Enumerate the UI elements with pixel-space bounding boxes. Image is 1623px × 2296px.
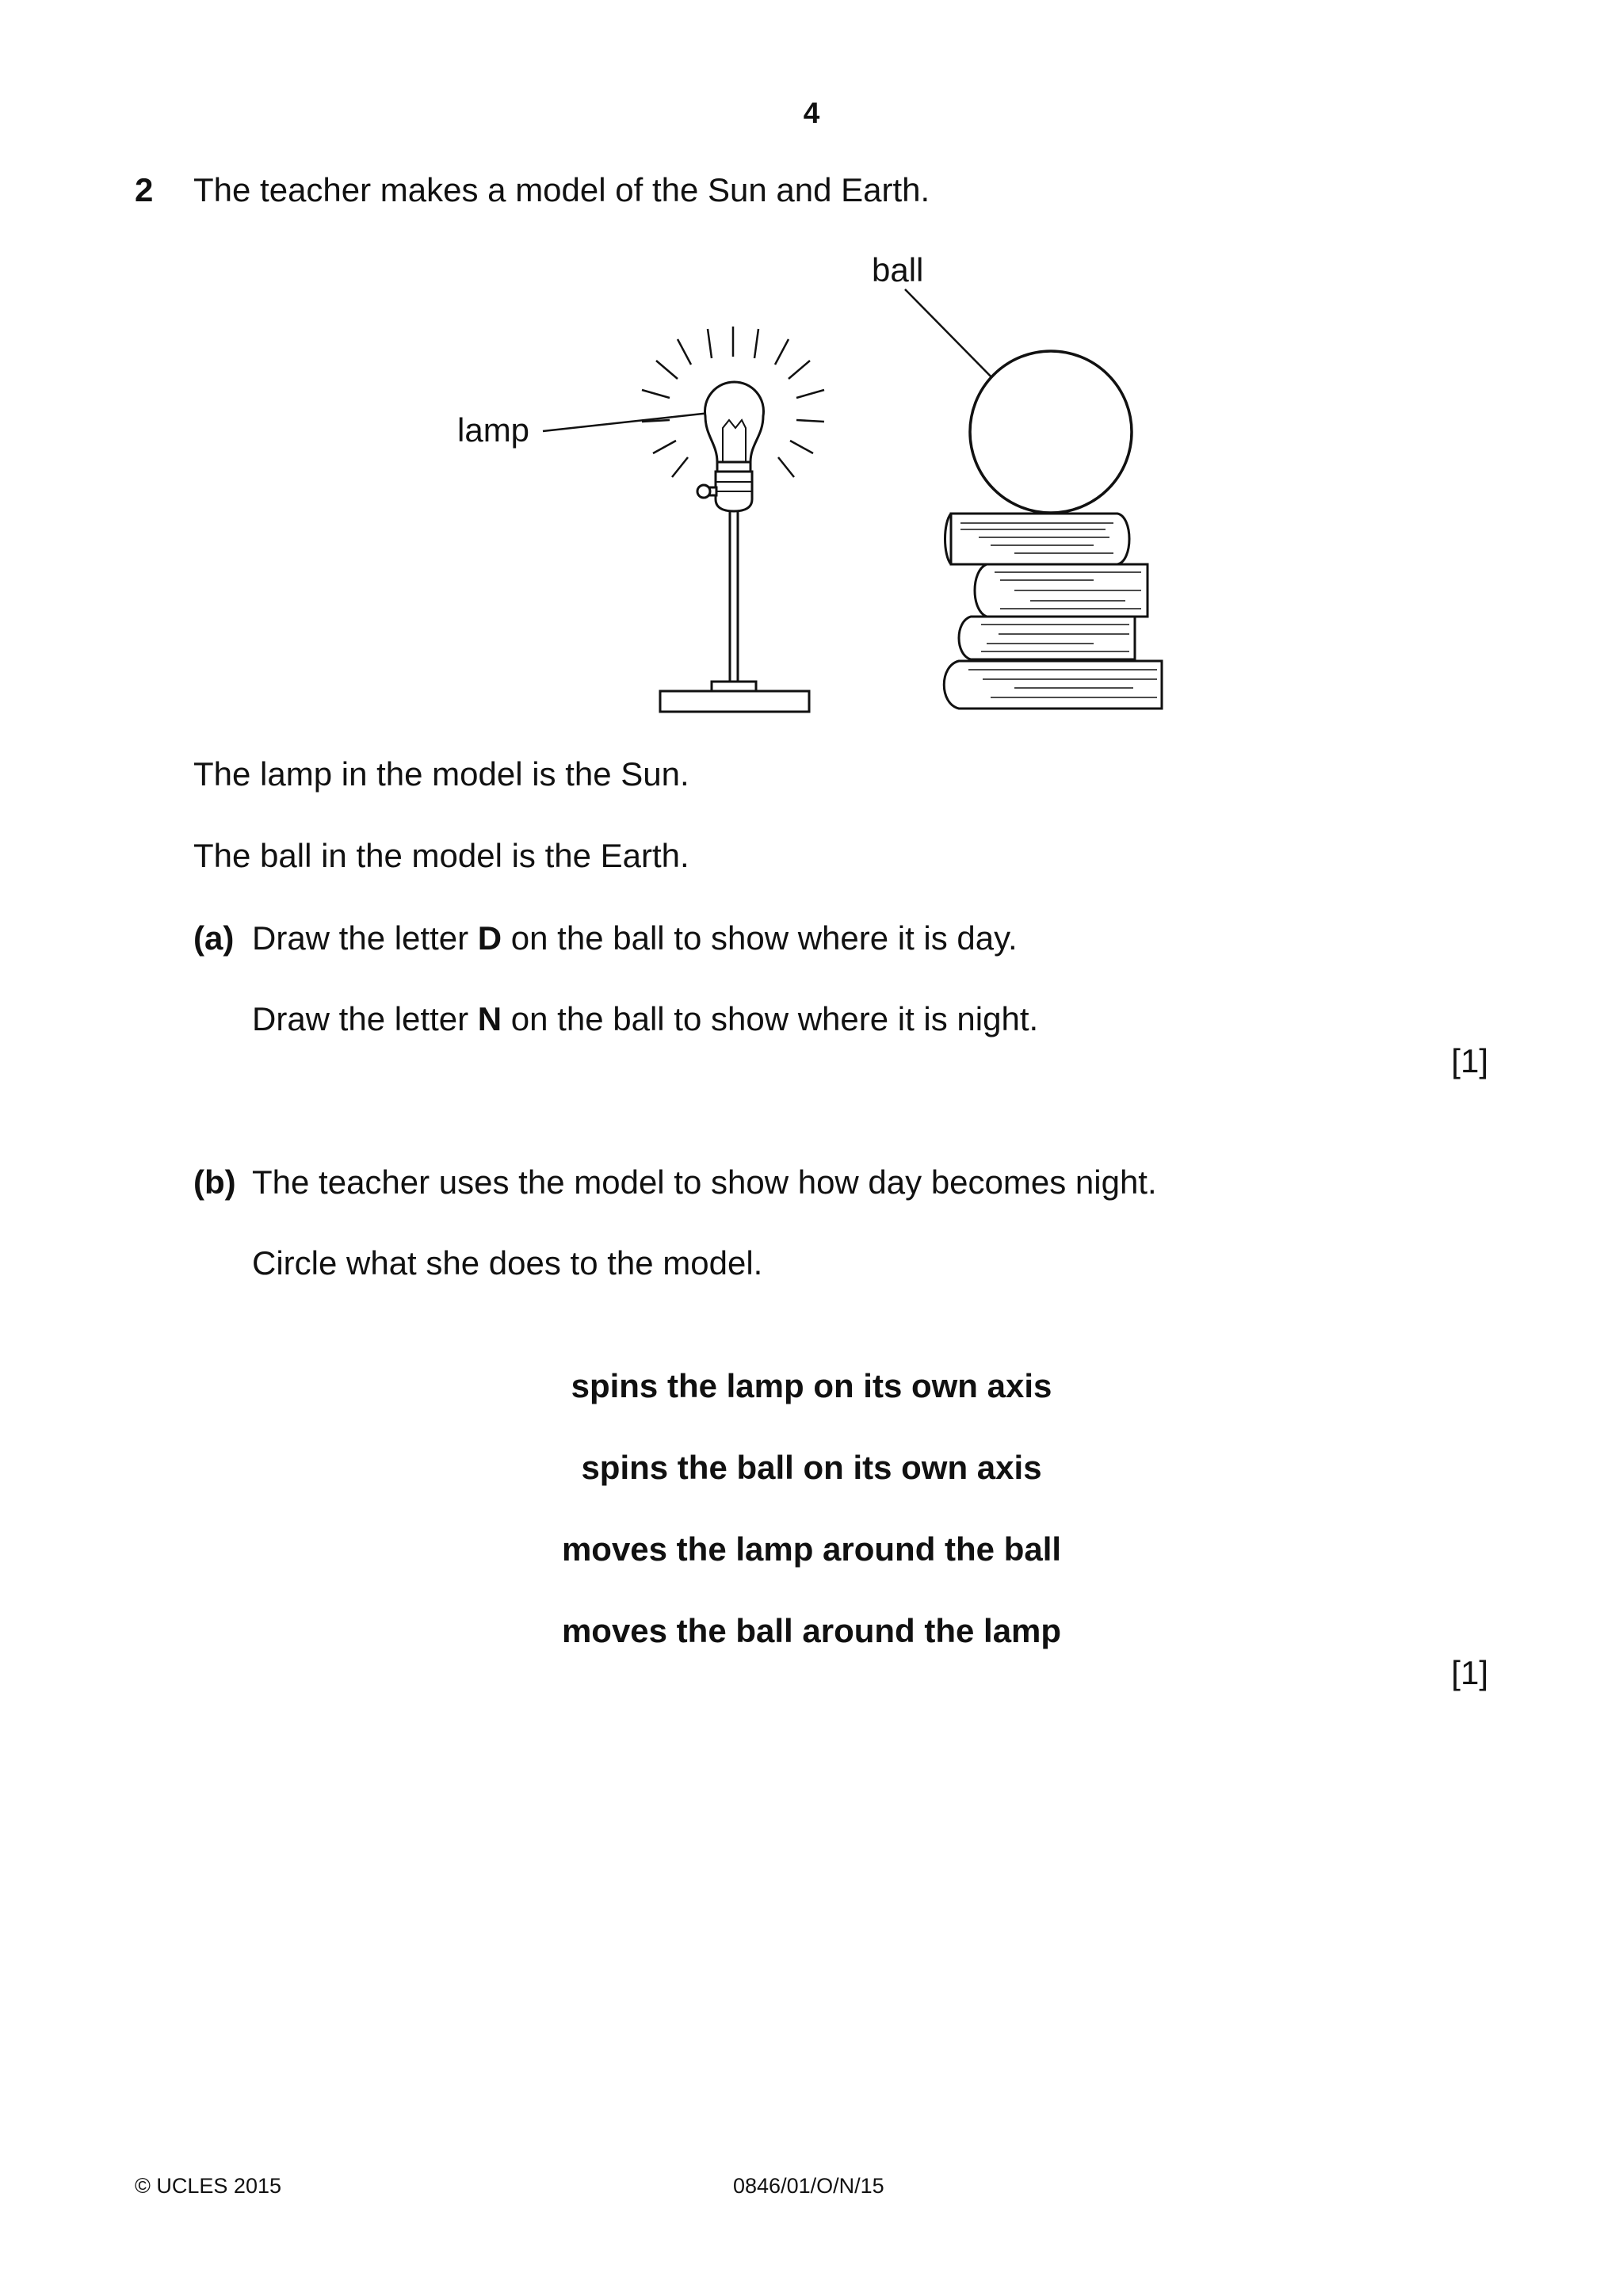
ball-icon: [970, 351, 1132, 513]
option-spins-lamp[interactable]: spins the lamp on its own axis: [571, 1367, 1052, 1404]
part-a-line2: [252, 1000, 1038, 1038]
option-moves-lamp[interactable]: moves the lamp around the ball: [561, 1530, 1062, 1568]
option-moves-ball[interactable]: moves the ball around the lamp: [561, 1612, 1062, 1649]
lamp-icon: [642, 327, 824, 712]
statement-ball: The ball in the model is the Earth.: [193, 837, 689, 874]
ball-label: ball: [872, 251, 924, 288]
part-a-line2-before: Draw the letter: [252, 1000, 478, 1037]
question-text: The teacher makes a model of the Sun and Earth.: [193, 171, 930, 208]
ball-leader-line: [905, 289, 1002, 388]
part-b-marks: [1]: [1451, 1654, 1488, 1691]
letter-n: N: [477, 1000, 502, 1037]
page-number: 4: [803, 97, 820, 129]
part-a-marks: [1]: [1451, 1042, 1488, 1079]
part-a-line1-after: on the ball to show where it is day.: [502, 919, 1018, 957]
letter-d: D: [477, 919, 502, 957]
footer-code: 0846/01/O/N/15: [733, 2174, 884, 2198]
books-stack-icon: [944, 514, 1162, 709]
part-a-line1-before: Draw the letter: [252, 919, 478, 957]
part-b-label: (b): [193, 1163, 236, 1201]
footer-copyright: © UCLES 2015: [135, 2174, 281, 2198]
lamp-label: lamp: [457, 411, 530, 449]
part-b-line2: Circle what she does to the model.: [252, 1244, 763, 1282]
part-a-label: (a): [193, 919, 235, 957]
part-a-line1: [252, 919, 1018, 957]
part-a-line2-after: on the ball to show where it is night.: [502, 1000, 1039, 1037]
option-spins-ball[interactable]: spins the ball on its own axis: [581, 1449, 1042, 1486]
statement-lamp: The lamp in the model is the Sun.: [193, 755, 689, 793]
lamp-leader-line: [543, 412, 717, 431]
part-b-line1: The teacher uses the model to show how day becomes night.: [252, 1163, 1157, 1201]
question-number: 2: [135, 171, 154, 208]
